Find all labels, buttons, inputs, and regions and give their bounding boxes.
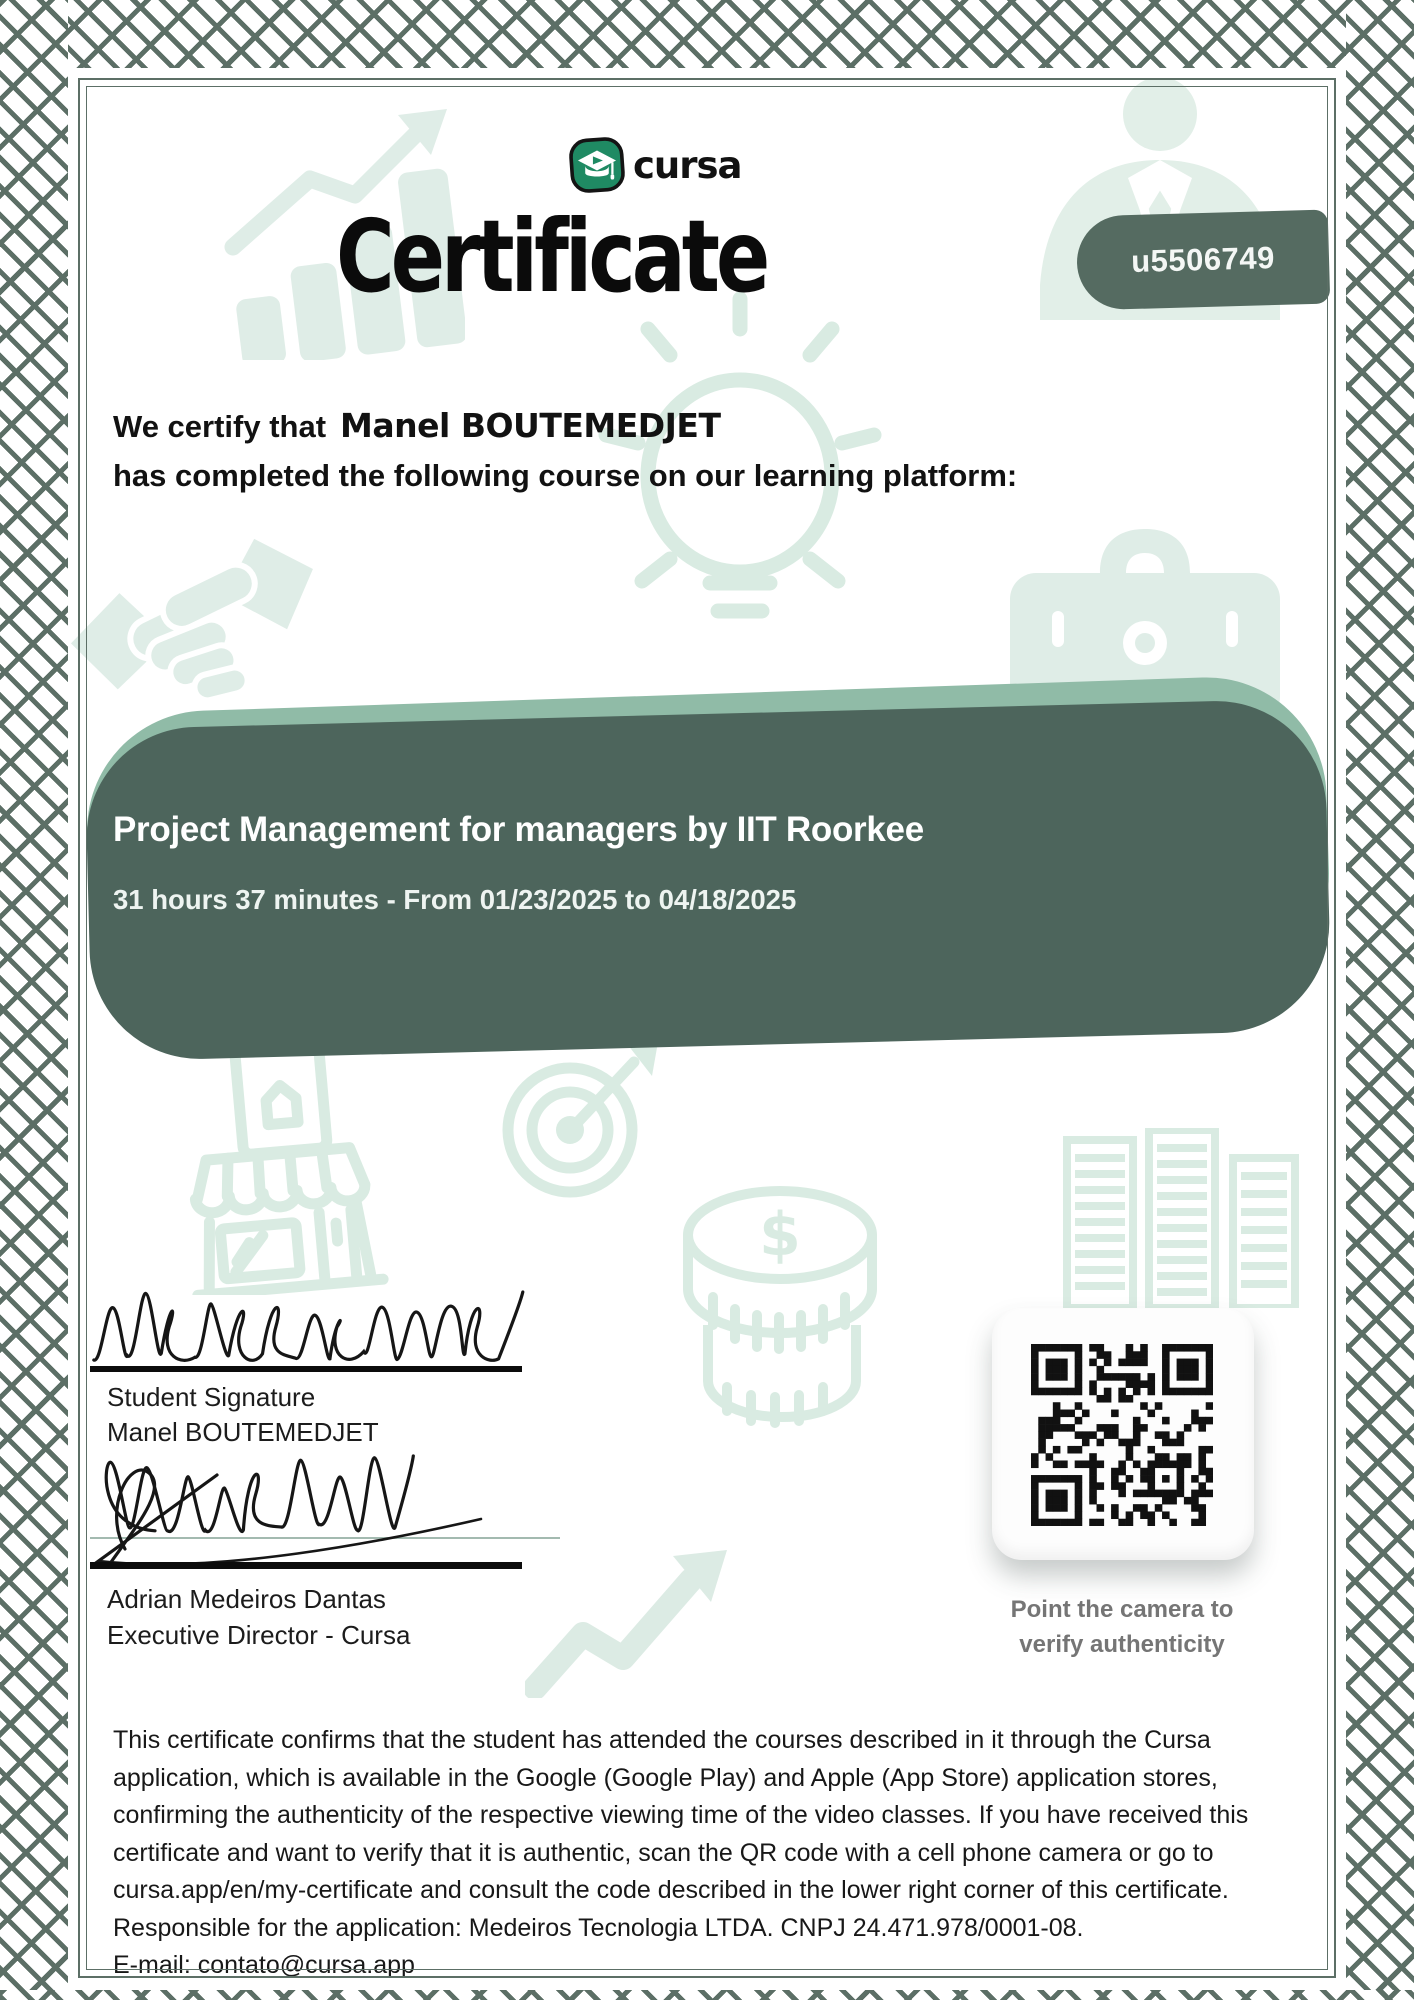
certificate-title: Certificate [336,198,767,315]
buildings-watermark-icon [1055,1128,1315,1308]
qr-caption-line1: Point the camera to [1010,1596,1234,1623]
border-pattern-right [1346,0,1414,2000]
certify-prefix: We certify that [113,409,327,444]
certification-statement [113,406,1017,494]
director-printed-name: Adrian Medeiros Dantas [107,1584,386,1614]
student-printed-name: Manel BOUTEMEDJET [107,1417,379,1447]
target-watermark-icon [500,1030,665,1205]
course-title: Project Management for managers by IIT Roorkee [113,810,924,849]
store-watermark-icon [165,1040,390,1295]
disclaimer-text: This certificate confirms that the student has attended the courses described in it through the Cursa application, which is available in the Google (Google Play) and Apple (App Store) application stores, confirming the authenticity of the respective viewing time of the video classes. If you have received this certificate and want to verify that it is authentic, scan the QR code with a cell phone camera or go to cursa.app/en/my-certificate and consult the code described in the lower right corner of this certificate. Responsible for the application: Medeiros Tecnologia LTDA. CNPJ 24.471.978/0001-08. [113,1726,1249,1942]
student-name: Manel BOUTEMEDJET [340,406,721,445]
border-pattern-bottom [0,1990,1414,2000]
footer-disclaimer [113,1722,1328,1985]
director-signature-image [85,1445,505,1570]
completion-line: has completed the following course on our learning platform: [113,458,1018,493]
director-signature-line [90,1562,522,1569]
course-banner [84,698,1332,1061]
brand-name: cursa [633,143,742,187]
svg-text:$: $ [759,1200,801,1270]
director-title: Executive Director - Cursa [107,1620,411,1650]
coins-watermark-icon [665,1175,900,1440]
qr-code [1031,1344,1213,1526]
cursa-logo [568,136,742,194]
handshake-watermark-icon [70,528,320,733]
growth-arrow-watermark-icon [525,1538,735,1698]
certificate-code-badge [1076,210,1331,311]
student-signature-label: Student Signature [107,1382,316,1412]
qr-caption [972,1592,1272,1662]
contact-email: E-mail: contato@cursa.app [113,1951,415,1979]
border-pattern-top [0,0,1414,68]
student-signature-line [90,1366,522,1372]
certificate-code: u5506749 [1130,240,1276,279]
qr-caption-line2: verify authenticity [1019,1631,1225,1658]
border-pattern-left [0,0,68,2000]
course-details: 31 hours 37 minutes - From 01/23/2025 to 04/18/2025 [113,884,797,915]
graduation-cap-icon [568,136,626,194]
